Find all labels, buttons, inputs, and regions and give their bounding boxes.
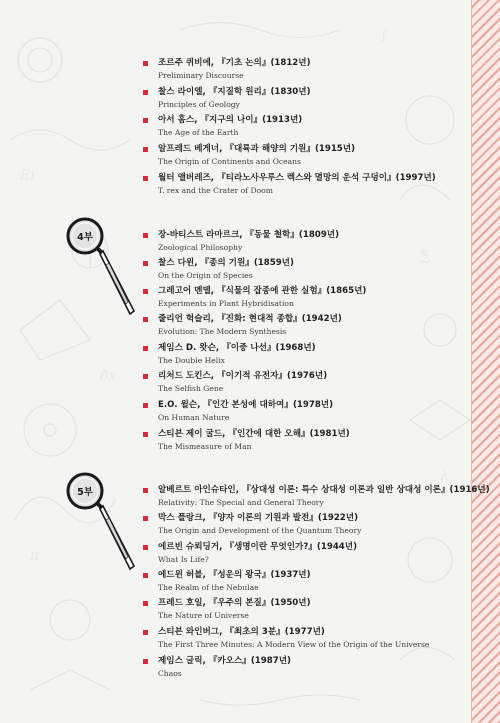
bullet-icon [143, 317, 148, 322]
book-title-korean: 프레드 호일, 『우주의 본질』(1950년) [158, 598, 311, 608]
book-title-english: Relativity: The Special and General Theory [158, 498, 324, 507]
svg-text:λ: λ [440, 468, 449, 484]
book-title-english: On Human Nature [158, 413, 230, 422]
book-title-english: Experiments in Plant Hybridisation [158, 299, 294, 308]
svg-text:Ei: Ei [20, 168, 35, 184]
book-title-english: Zoological Philosophy [158, 243, 243, 252]
book-title-english: The Age of the Earth [158, 128, 239, 137]
bullet-icon [143, 601, 148, 606]
book-title-korean: 조르주 퀴비에, 『기초 논의』(1812년) [158, 58, 311, 68]
book-title-korean: 에르빈 슈뢰딩거, 『생명이란 무엇인가?』(1944년) [158, 542, 358, 552]
book-title-korean: 제임스 글릭, 『카오스』(1987년) [158, 656, 291, 666]
bullet-icon [143, 630, 148, 635]
book-title-korean: 알베르트 아인슈타인, 『상대성 이론: 특수 상대성 이론과 일반 상대성 이론』(1916년) [158, 485, 490, 495]
book-title-english: The Origin and Development of the Quantum Theory [158, 526, 362, 535]
bullet-icon [143, 289, 148, 294]
book-title-english: The Mismeasure of Man [158, 442, 252, 451]
part-4-badge [66, 217, 138, 317]
book-title-english: What Is Life? [158, 555, 209, 564]
book-title-english: The Double Helix [158, 356, 225, 365]
svg-text:∫: ∫ [380, 28, 388, 44]
bullet-icon [143, 573, 148, 578]
book-title-korean: 스티븐 와인버그, 『최초의 3분』(1977년) [158, 627, 325, 637]
book-title-korean: 줄리언 헉슬리, 『진화: 현대적 종합』(1942년) [158, 314, 342, 324]
book-title-english: On the Origin of Species [158, 271, 253, 280]
book-title-korean: E.O. 윌슨, 『인간 본성에 대하여』(1978년) [158, 400, 334, 410]
part-label: 4부 [77, 232, 93, 243]
decorative-side-stripe [471, 0, 500, 723]
book-title-korean: 막스 플랑크, 『양자 이론의 기원과 발전』(1922년) [158, 513, 359, 523]
bullet-icon [143, 488, 148, 493]
bullet-icon [143, 374, 148, 379]
svg-text:∑: ∑ [420, 248, 430, 264]
book-title-english: Chaos [158, 669, 182, 678]
book-title-english: Preliminary Discourse [158, 71, 244, 80]
part-label: 5부 [77, 487, 93, 498]
bullet-icon [143, 176, 148, 181]
book-title-korean: 찰스 라이엘, 『지질학 원리』(1830년) [158, 87, 311, 97]
book-title-english: Principles of Geology [158, 100, 240, 109]
book-title-korean: 찰스 다윈, 『종의 기원』(1859년) [158, 258, 294, 268]
book-title-korean: 스티븐 제이 굴드, 『인간에 대한 오해』(1981년) [158, 429, 350, 439]
book-title-korean: 알프레드 베게너, 『대륙과 해양의 기원』(1915년) [158, 144, 356, 154]
book-title-english: The First Three Minutes: A Modern View of the Origin of the Universe [158, 640, 430, 649]
bullet-icon [143, 233, 148, 238]
book-title-korean: 리처드 도킨스, 『이기적 유전자』(1976년) [158, 371, 328, 381]
bullet-icon [143, 659, 148, 664]
book-title-korean: 아서 홈스, 『지구의 나이』(1913년) [158, 115, 303, 125]
book-title-english: The Nature of Universe [158, 611, 249, 620]
book-title-english: Evolution: The Modern Synthesis [158, 327, 287, 336]
svg-text:π: π [30, 548, 40, 564]
part-5-badge [66, 472, 138, 572]
bullet-icon [143, 432, 148, 437]
bullet-icon [143, 90, 148, 95]
bullet-icon [143, 261, 148, 266]
book-title-korean: 그레고어 멘델, 『식물의 잡종에 관한 실험』(1865년) [158, 286, 367, 296]
book-title-english: The Origin of Continents and Oceans [158, 157, 301, 166]
bullet-icon [143, 118, 148, 123]
book-title-english: The Realm of the Nebulae [158, 583, 259, 592]
book-title-korean: 월터 앨버레즈, 『티라노사우루스 렉스와 멸망의 운석 구덩이』(1997년) [158, 173, 436, 183]
svg-text:ðx: ðx [100, 368, 117, 384]
bullet-icon [143, 403, 148, 408]
book-title-english: The Selfish Gene [158, 384, 224, 393]
book-title-korean: 장-바티스트 라마르크, 『동물 철학』(1809년) [158, 230, 339, 240]
book-title-korean: 제임스 D. 왓슨, 『이중 나선』(1968년) [158, 343, 316, 353]
bullet-icon [143, 545, 148, 550]
book-title-korean: 에드윈 허블, 『성운의 왕국』(1937년) [158, 570, 311, 580]
bullet-icon [143, 516, 148, 521]
bullet-icon [143, 346, 148, 351]
book-title-english: T. rex and the Crater of Doom [158, 186, 273, 195]
bullet-icon [143, 61, 148, 66]
bullet-icon [143, 147, 148, 152]
